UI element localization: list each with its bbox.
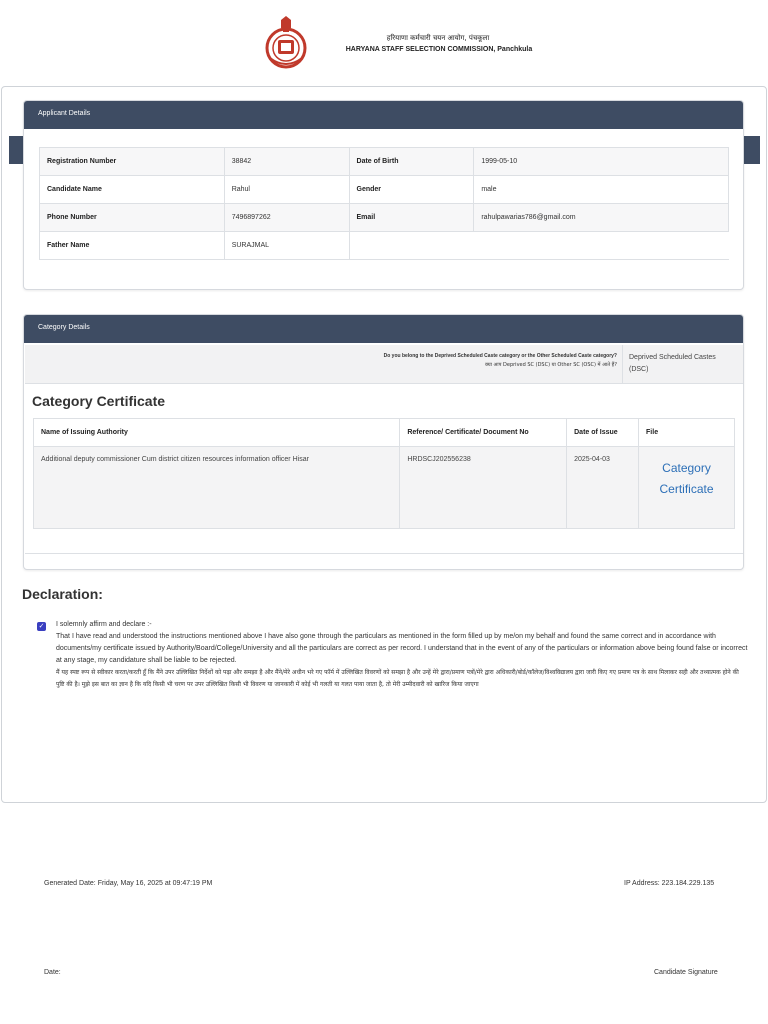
declaration-title: Declaration: xyxy=(22,586,103,602)
category-question-english: Do you belong to the Deprived Scheduled Caste category or the Other Scheduled Caste category? xyxy=(383,353,617,359)
registration-number-label: Registration Number xyxy=(40,148,225,176)
category-certificate-title: Category Certificate xyxy=(32,393,166,409)
issuing-authority-cell: Additional deputy commissioner Cum district citizen resources information officer Hisar xyxy=(34,447,400,529)
table-row xyxy=(40,232,729,260)
reference-number-cell: HRDSCJ202556238 xyxy=(400,447,567,529)
phone-number-label: Phone Number xyxy=(40,204,225,232)
declaration-checkbox[interactable]: ✓ xyxy=(38,623,45,630)
category-certificate-link[interactable]: Category Certificate xyxy=(659,461,714,496)
category-question xyxy=(197,352,617,370)
declaration-hindi: मैं यह स्पष्ट रूप से स्वीकार करता/करती हूँ कि मैंने उपर उल्लिखित निर्देशों को पढ़ा और समझा है और मैंने/मेरे अधीन भरे गए फॉर्म में उल्लिखित विवरणों को समझा है और उन्हें मेरे द्वारा/प्रमाण पत्रों/मेरे द्वारा अधिकारी/बोर्ड/कॉलेज/विश्वविद्यालय द्वारा जारी किए गए प्रमाण पत्र के साथ मिलाकर सही और तथ्यात्मक होने की पुष्टि की है। मुझे इस बात का ज्ञान है कि यदि किसी भी चरण पर उपर उल्लिखित किसी भी विवरण या जानकारी में कोई भी गलती या गलत पाया जाता है, तो मेरी उम्मीदवारी को खारिज किया जाएगा xyxy=(56,669,739,688)
category-answer: Deprived Scheduled Castes (DSC) xyxy=(622,345,743,383)
email-label: Email xyxy=(349,204,474,232)
candidate-signature-label: Candidate Signature xyxy=(654,969,718,976)
table-row xyxy=(40,148,729,176)
category-details-heading: Category Details xyxy=(24,315,743,343)
category-question-row xyxy=(25,345,743,384)
date-of-issue-cell: 2025-04-03 xyxy=(567,447,639,529)
email-value: rahulpawarias786@gmail.com xyxy=(474,204,729,232)
category-question-hindi: क्या आप Deprived SC (DSC) या Other SC (OSC) में आते हैं? xyxy=(485,362,617,368)
generated-date: Generated Date: Friday, May 16, 2025 at 09:47:19 PM xyxy=(44,880,213,887)
date-of-birth-value: 1999-05-10 xyxy=(474,148,729,176)
column-header-date: Date of Issue xyxy=(567,419,639,447)
ip-address: IP Address: 223.184.229.135 xyxy=(624,880,715,887)
divider xyxy=(25,553,743,554)
header xyxy=(0,14,768,70)
applicant-details-heading: Applicant Details xyxy=(24,101,743,129)
father-name-value: SURAJMAL xyxy=(224,232,349,260)
column-header-file: File xyxy=(639,419,735,447)
table-header-row xyxy=(34,419,735,447)
file-cell xyxy=(639,447,735,529)
date-label: Date: xyxy=(44,969,61,976)
category-details-card xyxy=(23,314,744,570)
gender-label: Gender xyxy=(349,176,474,204)
declaration-text xyxy=(56,619,748,691)
registration-number-value: 38842 xyxy=(224,148,349,176)
declaration-intro: I solemnly affirm and declare :- xyxy=(56,621,152,628)
certificate-table xyxy=(33,418,735,529)
date-of-birth-label: Date of Birth xyxy=(349,148,474,176)
gender-value: male xyxy=(474,176,729,204)
column-header-reference: Reference/ Certificate/ Document No xyxy=(400,419,567,447)
candidate-name-label: Candidate Name xyxy=(40,176,225,204)
table-row xyxy=(34,447,735,529)
table-row xyxy=(40,176,729,204)
column-header-authority: Name of Issuing Authority xyxy=(34,419,400,447)
haryana-emblem-icon xyxy=(264,14,308,70)
empty-cell xyxy=(349,232,728,260)
applicant-details-table xyxy=(39,147,729,260)
phone-number-value: 7496897262 xyxy=(224,204,349,232)
applicant-details-card xyxy=(23,100,744,290)
father-name-label: Father Name xyxy=(40,232,225,260)
table-row xyxy=(40,204,729,232)
declaration-english: That I have read and understood the instructions mentioned above I have also gone through the particulars as mentioned in the form filled up by me/on my behalf and found the same correct and in accordance with documents/my certificate issued by Authority/Board/College/University and all the particulars are correct as per record. I understand that in the event of any of the particulars or information above being found false or incorrect at any stage, my candidature shall be liable to be rejected. xyxy=(56,633,748,664)
candidate-name-value: Rahul xyxy=(224,176,349,204)
org-name-english: HARYANA STAFF SELECTION COMMISSION, Panchkula xyxy=(345,46,533,53)
org-name-hindi: हरियाणा कर्मचारी चयन आयोग, पंचकूला xyxy=(386,34,490,42)
